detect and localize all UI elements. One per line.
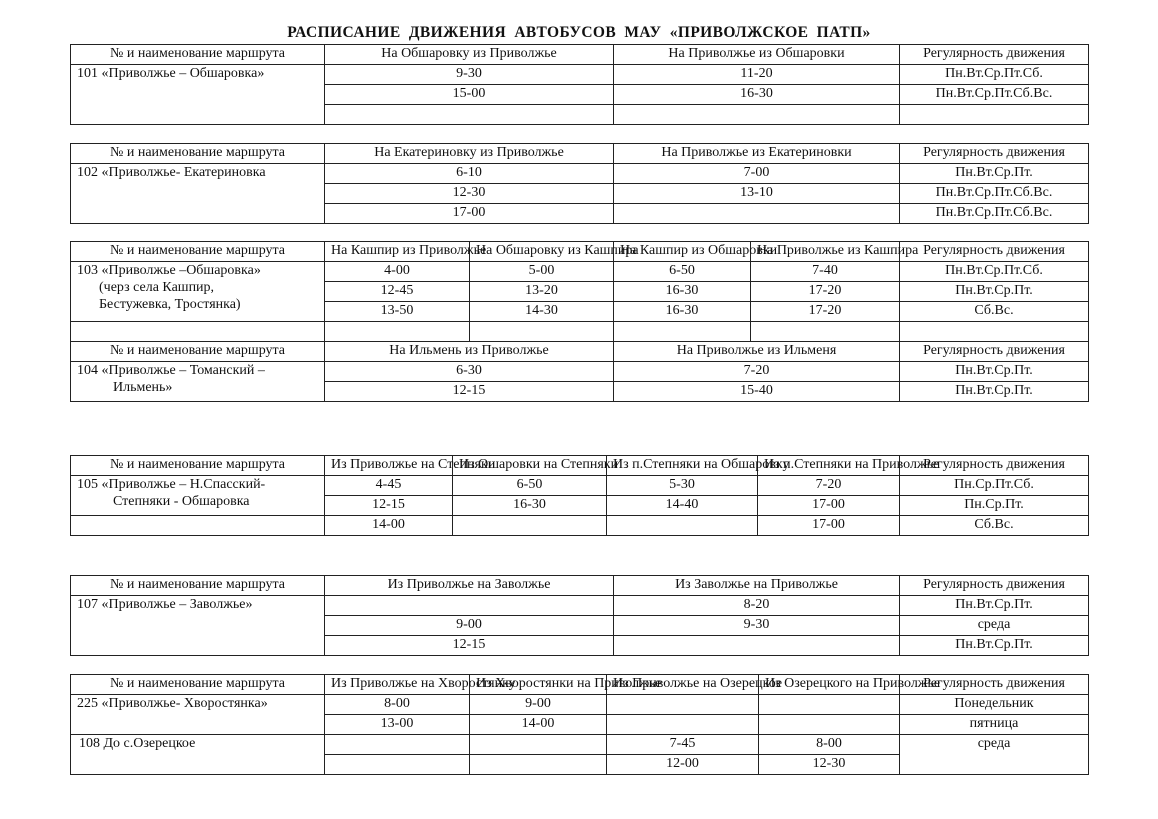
departure-time xyxy=(607,715,759,735)
regularity-header: Регулярность движения xyxy=(900,242,1089,262)
departure-time: 9-00 xyxy=(470,695,607,715)
regularity-cell: Понедельник xyxy=(900,695,1089,715)
route-header: № и наименование маршрута xyxy=(71,144,325,164)
departure-time xyxy=(325,735,470,755)
departure-time: 14-40 xyxy=(607,496,758,516)
direction-header: На Обшаровку из Кашпира xyxy=(470,242,614,262)
departure-time: 5-00 xyxy=(470,262,614,282)
departure-time: 7-45 xyxy=(607,735,759,755)
route-name xyxy=(71,262,325,322)
table-row xyxy=(71,476,1089,496)
departure-time: 13-20 xyxy=(470,282,614,302)
departure-time: 12-45 xyxy=(325,282,470,302)
departure-time: 15-00 xyxy=(325,85,614,105)
route-name-line: 103 «Приволжье –Обшаровка» xyxy=(77,263,261,278)
departure-time: 11-20 xyxy=(614,65,900,85)
route-name-line: Степняки - Обшаровка xyxy=(113,494,250,509)
route-name-line: Бестужевка, Тростянка) xyxy=(99,297,241,312)
direction-header: Из Озерецкого на Приволжье xyxy=(759,675,900,695)
departure-time: 6-50 xyxy=(453,476,607,496)
direction-header: Из Приволжье на Степняки xyxy=(325,456,453,476)
route-name xyxy=(71,476,325,516)
empty-cell xyxy=(325,322,470,342)
direction-header: На Приволжье из Екатериновки xyxy=(614,144,900,164)
departure-time xyxy=(759,715,900,735)
departure-time: 14-30 xyxy=(470,302,614,322)
table-row xyxy=(71,516,1089,536)
route-header: № и наименование маршрута xyxy=(71,342,325,362)
departure-time: 16-30 xyxy=(614,282,751,302)
departure-time: 8-20 xyxy=(614,596,900,616)
table-row xyxy=(71,735,1089,755)
route-name-line: Ильмень» xyxy=(113,380,173,395)
departure-time: 12-00 xyxy=(607,755,759,775)
departure-time: 7-40 xyxy=(751,262,900,282)
departure-time: 7-20 xyxy=(758,476,900,496)
direction-header: На Приволжье из Обшаровки xyxy=(614,45,900,65)
direction-header: Из Заволжье на Приволжье xyxy=(614,576,900,596)
regularity-header: Регулярность движения xyxy=(900,144,1089,164)
departure-time: 17-00 xyxy=(758,496,900,516)
departure-time: 15-40 xyxy=(614,382,900,402)
regularity-cell: пятница xyxy=(900,715,1089,735)
departure-time: 12-15 xyxy=(325,382,614,402)
regularity-header: Регулярность движения xyxy=(900,456,1089,476)
departure-time: 12-15 xyxy=(325,496,453,516)
schedule-table-101 xyxy=(70,44,1089,125)
direction-header: На Приволжье из Ильменя xyxy=(614,342,900,362)
direction-header: На Кашпир из Обшаровки xyxy=(614,242,751,262)
table-row xyxy=(71,695,1089,715)
departure-time xyxy=(614,636,900,656)
departure-time: 9-30 xyxy=(325,65,614,85)
departure-time: 5-30 xyxy=(607,476,758,496)
route-name: 225 «Приволжье- Хворостянка» xyxy=(71,695,325,735)
departure-time: 12-15 xyxy=(325,636,614,656)
departure-time: 13-50 xyxy=(325,302,470,322)
departure-time: 17-20 xyxy=(751,282,900,302)
regularity-cell: Пн.Вт.Ср.Пт. xyxy=(900,362,1089,382)
regularity-cell: Пн.Вт.Ср.Пт. xyxy=(900,636,1089,656)
departure-time: 4-00 xyxy=(325,262,470,282)
direction-header: Из Хворостянки на Приволжье xyxy=(470,675,607,695)
departure-time: 13-10 xyxy=(614,184,900,204)
schedule-table-103-104 xyxy=(70,241,1089,402)
table-row xyxy=(71,65,1089,85)
table-header-row xyxy=(71,675,1089,695)
departure-time xyxy=(453,516,607,536)
departure-time: 13-00 xyxy=(325,715,470,735)
direction-header: На Обшаровку из Приволжье xyxy=(325,45,614,65)
table-row xyxy=(71,262,1089,282)
table-header-row xyxy=(71,342,1089,362)
regularity-cell: Пн.Вт.Ср.Пт. xyxy=(900,164,1089,184)
table-header-row xyxy=(71,456,1089,476)
route-name xyxy=(71,362,325,402)
table-row xyxy=(71,164,1089,184)
departure-time: 14-00 xyxy=(325,516,453,536)
regularity-cell: среда xyxy=(900,735,1089,775)
direction-header: Из п.Степняки на Обшаровку xyxy=(607,456,758,476)
schedule-table-105 xyxy=(70,455,1089,536)
departure-time: 8-00 xyxy=(759,735,900,755)
departure-time: 17-00 xyxy=(325,204,614,224)
regularity-cell: Пн.Вт.Ср.Пт.Сб.Вс. xyxy=(900,184,1089,204)
regularity-cell: Пн.Вт.Ср.Пт.Сб. xyxy=(900,262,1089,282)
departure-time: 7-20 xyxy=(614,362,900,382)
regularity-cell: Пн.Ср.Пт. xyxy=(900,496,1089,516)
regularity-cell: Пн.Ср.Пт.Сб. xyxy=(900,476,1089,496)
empty-cell xyxy=(900,322,1089,342)
direction-header: На Екатериновку из Приволжье xyxy=(325,144,614,164)
regularity-cell: Пн.Вт.Ср.Пт.Сб. xyxy=(900,65,1089,85)
regularity-cell: Сб.Вс. xyxy=(900,302,1089,322)
regularity-cell: среда xyxy=(900,616,1089,636)
direction-header: На Ильмень из Приволжье xyxy=(325,342,614,362)
route-name: 102 «Приволжье- Екатериновка xyxy=(71,164,325,224)
departure-time xyxy=(325,596,614,616)
route-name: 101 «Приволжье – Обшаровка» xyxy=(71,65,325,125)
table-row xyxy=(71,322,1089,342)
departure-time: 9-00 xyxy=(325,616,614,636)
table-header-row xyxy=(71,576,1089,596)
schedule-table-225-108 xyxy=(70,674,1089,775)
direction-header: Из Приволжье на Заволжье xyxy=(325,576,614,596)
direction-header: На Приволжье из Кашпира xyxy=(751,242,900,262)
departure-time xyxy=(470,755,607,775)
departure-time: 12-30 xyxy=(759,755,900,775)
regularity-header: Регулярность движения xyxy=(900,342,1089,362)
departure-time: 4-45 xyxy=(325,476,453,496)
route-header: № и наименование маршрута xyxy=(71,45,325,65)
departure-time xyxy=(759,695,900,715)
table-header-row xyxy=(71,45,1089,65)
empty-cell xyxy=(751,322,900,342)
departure-time: 6-10 xyxy=(325,164,614,184)
route-name: 108 До с.Озерецкое xyxy=(71,735,325,775)
departure-time: 8-00 xyxy=(325,695,470,715)
departure-time: 12-30 xyxy=(325,184,614,204)
departure-time: 9-30 xyxy=(614,616,900,636)
departure-time xyxy=(607,695,759,715)
regularity-cell: Пн.Вт.Ср.Пт. xyxy=(900,282,1089,302)
table-header-row xyxy=(71,242,1089,262)
table-row xyxy=(71,362,1089,382)
regularity-cell: Пн.Вт.Ср.Пт.Сб.Вс. xyxy=(900,204,1089,224)
empty-cell xyxy=(614,105,900,125)
departure-time xyxy=(614,204,900,224)
direction-header: Из Приволжье на Хворостянку xyxy=(325,675,470,695)
regularity-cell: Пн.Вт.Ср.Пт. xyxy=(900,596,1089,616)
departure-time: 16-30 xyxy=(453,496,607,516)
regularity-cell: Пн.Вт.Ср.Пт.Сб.Вс. xyxy=(900,85,1089,105)
page-title: РАСПИСАНИЕ ДВИЖЕНИЯ АВТОБУСОВ МАУ «ПРИВОЛЖСКОЕ ПАТП» xyxy=(287,24,871,41)
route-header: № и наименование маршрута xyxy=(71,242,325,262)
departure-time xyxy=(470,735,607,755)
departure-time xyxy=(325,755,470,775)
route-name-line: 105 «Приволжье – Н.Спасский- xyxy=(77,477,266,492)
departure-time: 16-30 xyxy=(614,85,900,105)
route-name-line: 104 «Приволжье – Томанский – xyxy=(77,363,265,378)
regularity-cell: Пн.Вт.Ср.Пт. xyxy=(900,382,1089,402)
route-name-line: (черз села Кашпир, xyxy=(99,280,215,295)
empty-cell xyxy=(71,516,325,536)
departure-time: 6-50 xyxy=(614,262,751,282)
regularity-cell: Сб.Вс. xyxy=(900,516,1089,536)
empty-cell xyxy=(900,105,1089,125)
departure-time: 17-00 xyxy=(758,516,900,536)
route-header: № и наименование маршрута xyxy=(71,576,325,596)
empty-cell xyxy=(325,105,614,125)
departure-time: 16-30 xyxy=(614,302,751,322)
departure-time: 6-30 xyxy=(325,362,614,382)
direction-header: Из Приволжье на Озерецкое xyxy=(607,675,759,695)
departure-time: 14-00 xyxy=(470,715,607,735)
departure-time xyxy=(607,516,758,536)
route-header: № и наименование маршрута xyxy=(71,456,325,476)
direction-header: Из п.Степняки на Приволжье xyxy=(758,456,900,476)
empty-cell xyxy=(470,322,614,342)
route-name: 107 «Приволжье – Заволжье» xyxy=(71,596,325,656)
table-header-row xyxy=(71,144,1089,164)
regularity-header: Регулярность движения xyxy=(900,675,1089,695)
empty-cell xyxy=(614,322,751,342)
schedule-table-102 xyxy=(70,143,1089,224)
route-header: № и наименование маршрута xyxy=(71,675,325,695)
departure-time: 17-20 xyxy=(751,302,900,322)
regularity-header: Регулярность движения xyxy=(900,45,1089,65)
departure-time: 7-00 xyxy=(614,164,900,184)
empty-cell xyxy=(71,322,325,342)
schedule-table-107 xyxy=(70,575,1089,656)
table-row xyxy=(71,596,1089,616)
regularity-header: Регулярность движения xyxy=(900,576,1089,596)
direction-header: На Кашпир из Приволжье xyxy=(325,242,470,262)
direction-header: Из Ошаровки на Степняки xyxy=(453,456,607,476)
